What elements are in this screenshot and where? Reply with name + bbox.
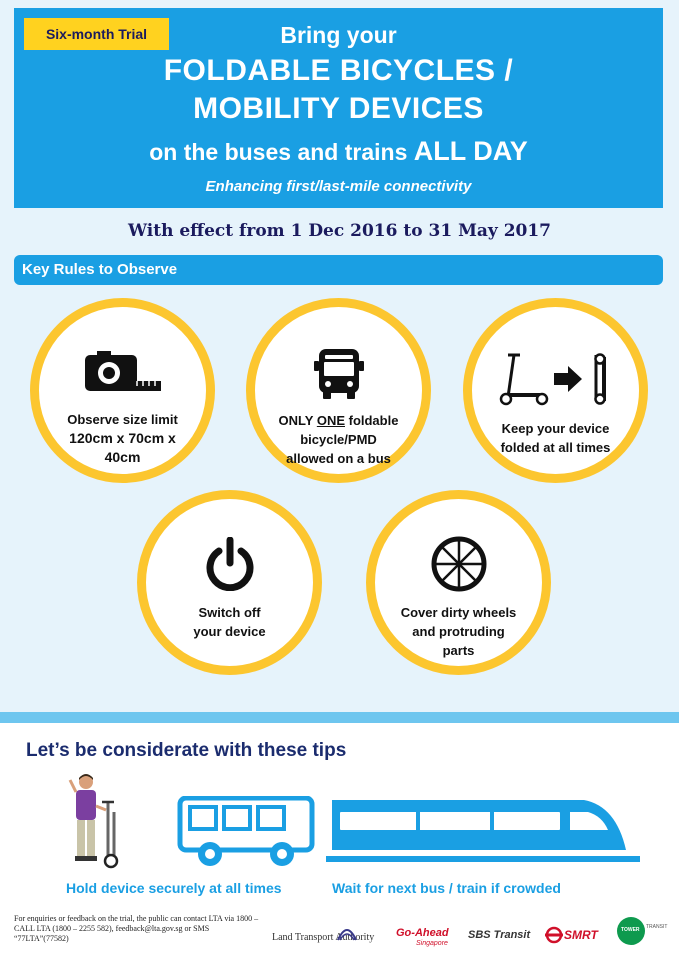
bus-icon	[313, 347, 365, 401]
train-outline-icon	[326, 796, 642, 868]
rule-wheels-line-3: parts	[442, 643, 475, 658]
rule-cover-wheels	[366, 490, 551, 675]
rule-folded-line-1: Keep your device	[501, 421, 610, 436]
rule-size-line-1: Observe size limit	[67, 412, 178, 427]
smrt-logo-text: SMRT	[564, 928, 598, 942]
tower-logo-sub: TRANSIT	[646, 924, 668, 930]
tower-logo-text: TOWER	[621, 927, 640, 933]
header-banner	[14, 8, 663, 208]
rules-title-bar	[14, 255, 663, 285]
header-subtitle: Enhancing first/last-mile connectivity	[205, 178, 472, 195]
header-line-2: FOLDABLE BICYCLES /	[163, 54, 514, 87]
rule-switch-text	[156, 603, 303, 641]
section-divider	[0, 712, 679, 723]
lta-logo-text: Land Transport Authority	[272, 932, 375, 943]
rule-switch-line-1: Switch off	[198, 605, 261, 620]
rule-size-line-3: 40cm	[104, 449, 141, 465]
trial-badge: Six-month Trial	[24, 18, 169, 50]
goahead-logo-text: Go-Ahead	[396, 927, 449, 939]
rule-switch-line-2: your device	[193, 624, 266, 639]
fold-scooter-icon	[496, 351, 616, 407]
rule-one-post: foldable	[345, 413, 399, 428]
rule-wheels-line-2: and protruding	[412, 624, 505, 639]
measuring-tape-icon	[83, 351, 163, 397]
header-line-4-emphasis: ALL DAY	[413, 136, 528, 166]
wheel-icon	[430, 535, 488, 593]
bus-outline-icon	[176, 796, 316, 868]
rule-folded-text	[482, 419, 629, 457]
sbs-transit-logo: SBS Transit	[468, 929, 531, 941]
rule-folded-line-2: folded at all times	[500, 440, 611, 455]
rule-one-line-2: bicycle/PMD	[300, 432, 377, 447]
rules-title: Key Rules to Observe	[22, 261, 178, 278]
power-icon	[204, 537, 256, 591]
tip-hold-device: Hold device securely at all times	[66, 880, 282, 896]
header-line-3: MOBILITY DEVICES	[193, 92, 484, 125]
header-line-4	[14, 136, 663, 167]
person-with-scooter-icon	[62, 772, 132, 870]
rule-switch-off	[137, 490, 322, 675]
goahead-logo-sub: Singapore	[416, 940, 448, 947]
rule-keep-folded	[463, 298, 648, 483]
smrt-logo-icon	[545, 926, 563, 944]
header-line-4-pre: on the buses and trains	[149, 139, 414, 165]
header-line-1: Bring your	[280, 22, 397, 48]
rule-one-line-1	[265, 411, 412, 430]
tips-title: Let’s be considerate with these tips	[26, 740, 347, 761]
footer-contact-note: For enquiries or feedback on the trial, the public can contact LTA via 1800 – CALL LTA (1800 – 2255 582), feedback@lta.gov.sg or SMS “77LTA”(77582)	[14, 914, 259, 943]
rule-one-text	[265, 411, 412, 468]
lta-logo-icon	[336, 924, 358, 942]
rule-one-pre: ONLY	[278, 413, 317, 428]
rule-one-device	[246, 298, 431, 483]
rule-size-line-2: 120cm x 70cm x	[69, 430, 176, 446]
rule-wheels-line-1: Cover dirty wheels	[400, 605, 517, 620]
rule-one-line-3: allowed on a bus	[286, 451, 391, 466]
rule-size-text	[49, 410, 196, 467]
rule-wheels-text	[385, 603, 532, 660]
rule-one-underlined: ONE	[316, 413, 345, 428]
tip-wait-next: Wait for next bus / train if crowded	[332, 880, 561, 896]
rule-size-limit	[30, 298, 215, 483]
effect-date: With effect from 1 Dec 2016 to 31 May 2017	[127, 221, 552, 241]
